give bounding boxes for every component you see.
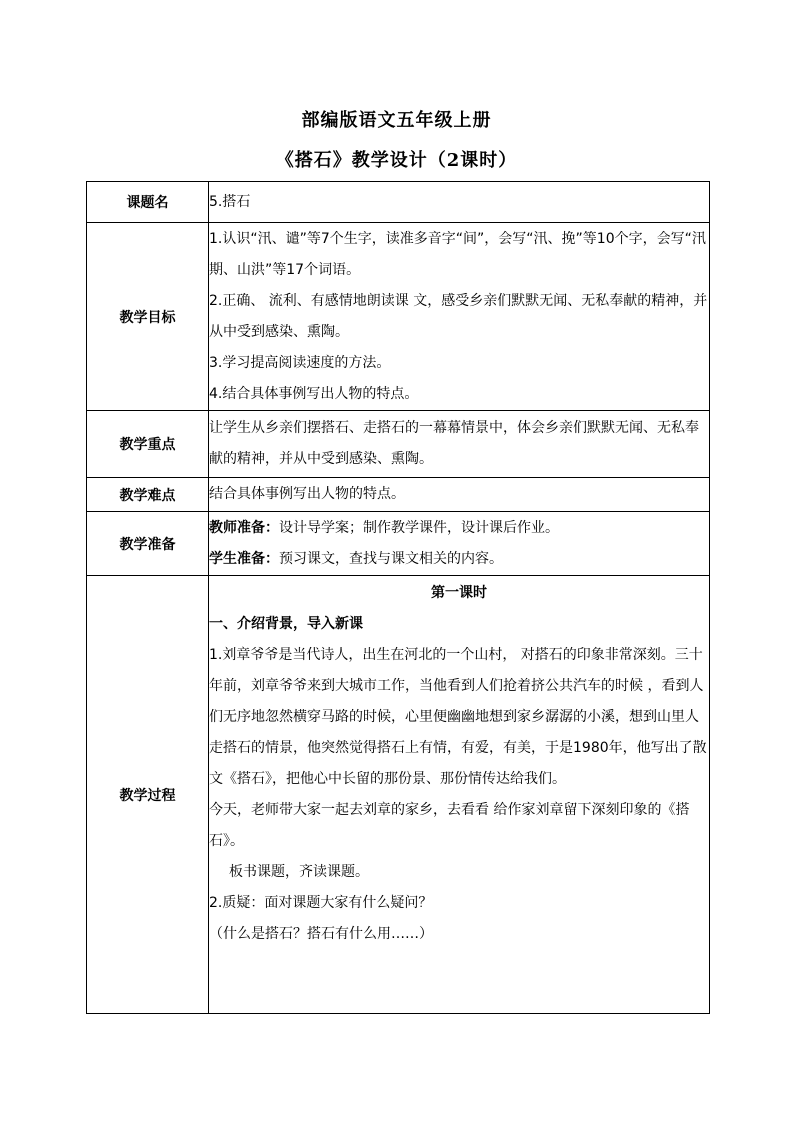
row-content-preparation (209, 512, 710, 576)
row-content-process (209, 576, 710, 1014)
row-process (87, 576, 710, 1014)
lesson-title: 第一课时 (431, 585, 487, 601)
process-paragraph: （什么是搭石？搭石有什么用……） (209, 926, 433, 942)
student-preparation-label: 学生准备： (209, 550, 279, 567)
document-title: 部编版语文五年级上册 (301, 110, 492, 131)
lesson-plan-table (86, 181, 710, 1014)
process-paragraph: 今天，老师带大家一起去刘章的家乡，去看看 给作家刘章留下深刻印象的《搭石》。 (209, 802, 690, 849)
process-paragraph: 2.质疑：面对课题大家有什么疑问？ (209, 895, 433, 911)
row-content-goals (209, 223, 710, 411)
row-content-topic: 5.搭石 (209, 182, 710, 223)
row-goals (87, 223, 710, 411)
row-content-key-points: 让学生从乡亲们摆搭石、走搭石的一幕幕情景中，体会乡亲们默默无闻、无私奉献的精神，并从中受到感染、熏陶。 (209, 411, 710, 478)
row-label-preparation: 教学准备 (87, 512, 209, 576)
goal-item: 2.正确、 流利、有感情地朗读课 文，感受乡亲们默默无闻、无私奉献的精神，并从中受到感染、熏陶。 (209, 292, 708, 340)
goal-item: 3.学习提高阅读速度的方法。 (209, 354, 391, 371)
row-preparation (87, 512, 710, 576)
section-heading: 一、介绍背景，导入新课 (209, 616, 363, 632)
row-label-process: 教学过程 (87, 576, 209, 1014)
goal-item: 4.结合具体事例写出人物的特点。 (209, 385, 419, 402)
row-content-difficulties: 结合具体事例写出人物的特点。 (209, 478, 710, 512)
row-label-topic: 课题名 (87, 182, 209, 223)
row-key-points (87, 411, 710, 478)
process-paragraph: 板书课题，齐读课题。 (229, 864, 369, 880)
row-difficulties (87, 478, 710, 512)
process-paragraph: 1.刘章爷爷是当代诗人，出生在河北的一个山村， 对搭石的印象非常深刻。三十年前，刘章爷爷来到大城市工作，当他看到人们抢着挤公共汽车的时候 ，看到人们无序地忽然横穿马路的时候，心里便幽幽地想到家乡潺潺的小溪，想到山里人走搭石的情景，他突然觉得搭石上有情，有爱，有美，于是1980年，他写出了散文《搭石》，把他心中长留的那份景、那份情传达给我们。 (209, 647, 707, 787)
student-preparation-text: 预习课文，查找与课文相关的内容。 (279, 550, 503, 567)
document-subtitle: 《搭石》教学设计（2课时） (275, 150, 518, 171)
row-label-key-points: 教学重点 (87, 411, 209, 478)
row-topic (87, 182, 710, 223)
row-label-goals: 教学目标 (87, 223, 209, 411)
row-label-difficulties: 教学难点 (87, 478, 209, 512)
teacher-preparation (209, 513, 709, 544)
teacher-preparation-text: 设计导学案；制作教学课件，设计课后作业。 (279, 519, 559, 536)
teacher-preparation-label: 教师准备： (209, 519, 279, 536)
goal-item: 1.认识“汛、谴”等7个生字，读准多音字“间”，会写“汛、挽”等10个字，会写“汛期、山洪”等17个词语。 (209, 230, 706, 278)
student-preparation (209, 544, 709, 575)
